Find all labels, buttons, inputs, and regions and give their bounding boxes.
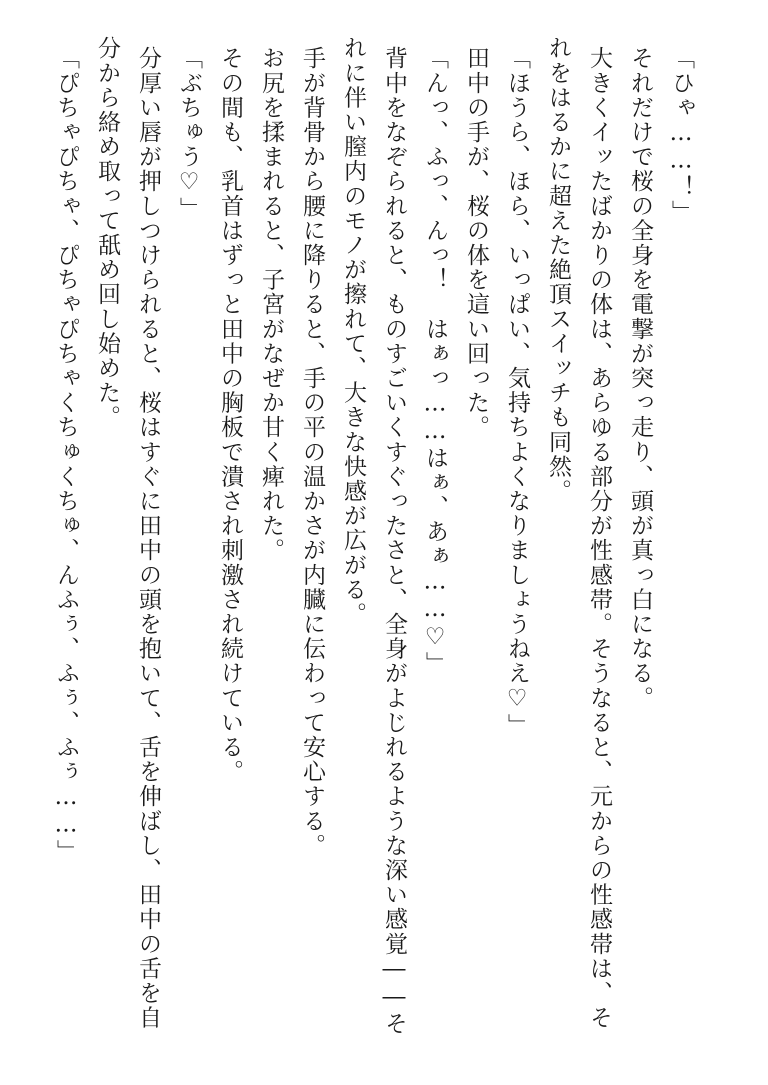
text-line: れに伴い膣内のモノが擦れて、大きな快感が広がる。 bbox=[340, 36, 366, 627]
text-line: 背中をなぞられると、ものすごいくすぐったさと、全身がよじれるような深い感覚――そ bbox=[381, 46, 407, 1036]
text-line: れをはるかに超えた絶頂スイッチも同然。 bbox=[545, 36, 571, 504]
text-line: それだけで桜の全身を電撃が突っ走り、頭が真っ白になる。 bbox=[627, 46, 653, 711]
text-line: 田中の手が、桜の体を這い回った。 bbox=[463, 46, 489, 440]
text-line: 「ぴちゃぴちゃ、ぴちゃぴちゃくちゅくちゅ、んふぅ、ふぅ、ふぅ……」 bbox=[53, 46, 79, 864]
text-line: 「ほうら、ほら、いっぱい、気持ちよくなりましょうねえ♡」 bbox=[504, 46, 530, 738]
text-line: その間も、乳首はずっと田中の胸板で潰され刺激され続けている。 bbox=[217, 46, 243, 784]
text-line: 分厚い唇が押しつけられると、桜はすぐに田中の頭を抱いて、舌を伸ばし、田中の舌を自 bbox=[135, 46, 161, 1030]
text-line: 「ひゃ……！」 bbox=[668, 46, 694, 225]
text-line: 手が背骨から腰に降りると、手の平の温かさが内臓に伝わって安心する。 bbox=[299, 46, 325, 858]
text-line: 分から絡め取って舐め回し始めた。 bbox=[94, 36, 120, 430]
text-line: 「んっ、ふっ、んっ！ はぁっ……はぁ、あぁ……♡」 bbox=[422, 46, 448, 676]
text-line: お尻を揉まれると、子宮がなぜか甘く痺れた。 bbox=[258, 46, 284, 563]
text-line: 大きくイッたばかりの体は、あらゆる部分が性感帯。そうなると、元からの性感帯は、そ bbox=[586, 46, 612, 1030]
text-line: 「ぶちゅう♡」 bbox=[176, 46, 202, 222]
